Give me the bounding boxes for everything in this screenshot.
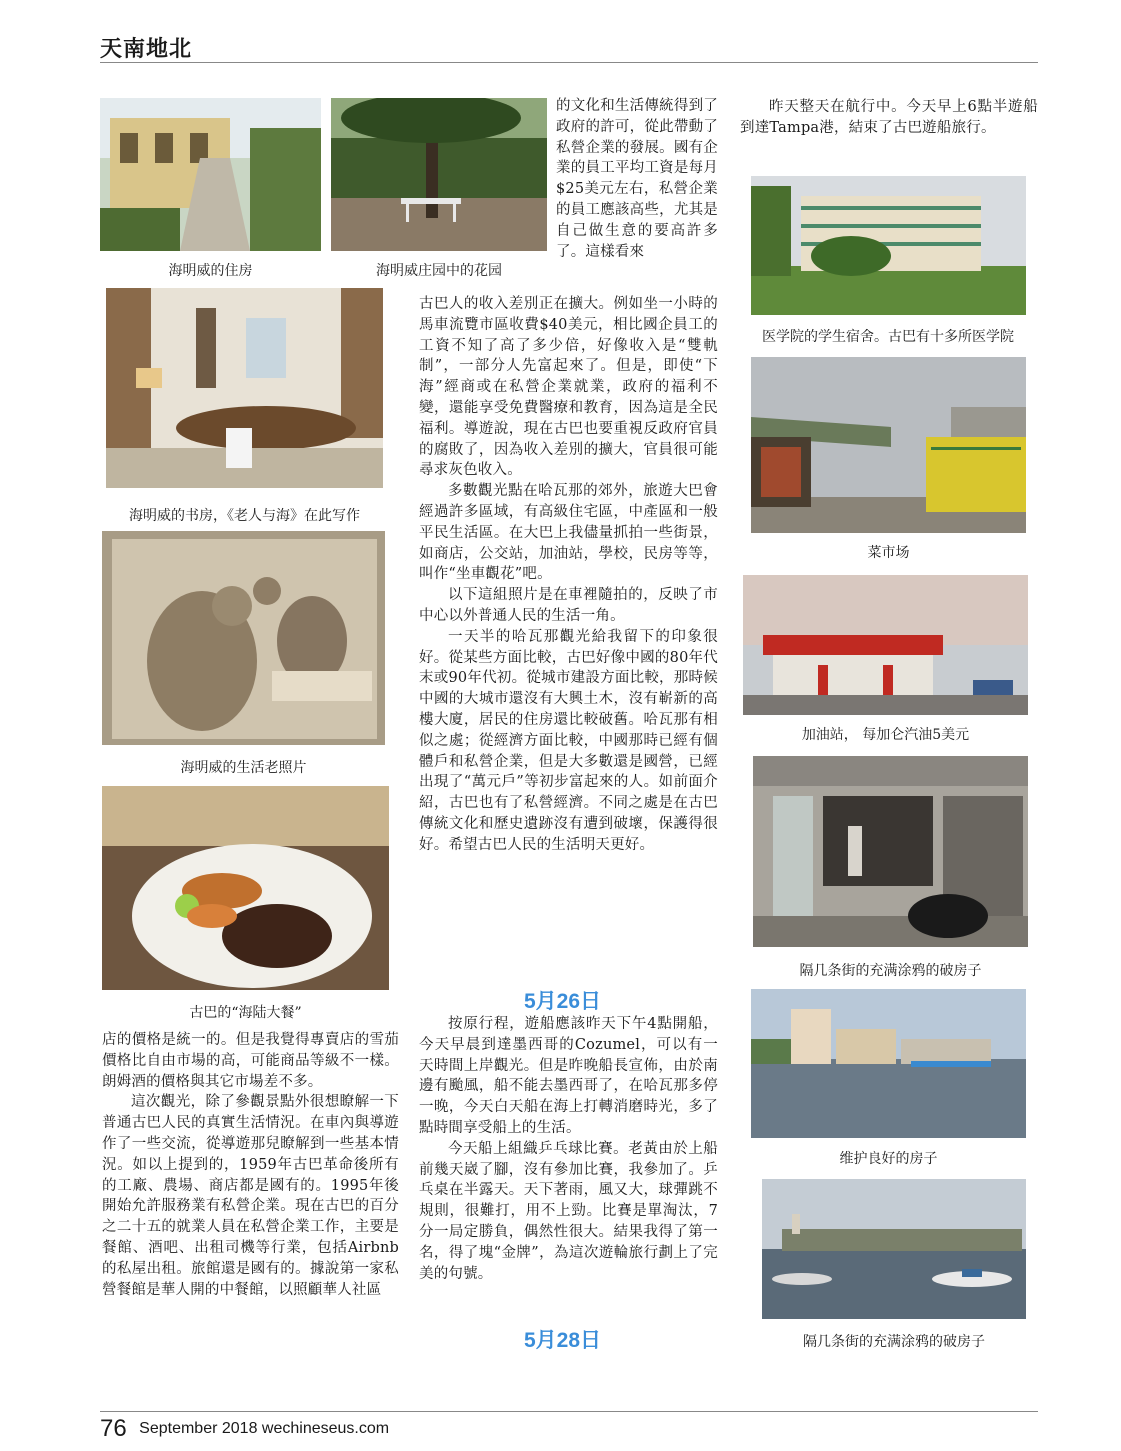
text-column-4-top [740, 97, 1038, 163]
paragraph: 按原行程，遊船應該昨天下午4點開船，今天早晨到達墨西哥的Cozumel，可以有一天時間上岸觀光。但是昨晚船長宣佈，由於南邊有颱風，船不能去墨西哥了，在哈瓦那多停一晚，今天白天船在海上打轉消磨時光，多了點時間享受船上的生活。 [419, 1016, 718, 1136]
caption-hemingway-house: 海明威的住房 [168, 263, 253, 279]
photo-seafood-meal [102, 786, 389, 990]
paragraph: 今天船上組織乒乓球比賽。老黃由於上船前幾天崴了腳，沒有參加比賽，我參加了。乒乓桌在半露天。天下著雨，風又大，球彈跳不規則，很難打，用不上勁。比賽是單淘汰，7分一局定勝負，偶然性很大。結果我得了第一名，得了塊“金牌”，為這次遊輪旅行劃上了完美的句號。 [419, 1140, 718, 1282]
caption-graffiti-house: 隔几条街的充满涂鸦的破房子 [799, 963, 982, 979]
text-column-2-lower [419, 1014, 718, 1320]
paragraph: 的文化和生活傳統得到了政府的許可，從此帶動了私營企業的發展。國有企業的員工平均工資是每月$25美元左右，私營企業的員工應該高些，尤其是自己做生意的要高許多了。這樣看來 [556, 98, 718, 260]
date-heading-may-26: 5月26日 [524, 990, 602, 1013]
paragraph: 以下這組照片是在車裡隨拍的，反映了市中心以外普通人民的生活一角。 [419, 587, 718, 624]
paragraph: 店的價格是統一的。但是我覺得專賣店的雪茄價格比自由市場的高，可能商品等級不一樣。朗姆酒的價格與其它市場差不多。 [102, 1032, 399, 1090]
caption-market: 菜市场 [867, 545, 910, 561]
paragraph: 一天半的哈瓦那觀光給我留下的印象很好。從某些方面比較，古巴好像中國的80年代末或90年代初。從城市建設方面比較，那時候中國的大城市還沒有大興土木，沒有嶄新的高樓大廈，居民的住房還比較破舊。哈瓦那有相似之處；從經濟方面比較，中國那時已經有個體戶和私營企業，但是大多數還是國營，已經出現了“萬元戶”等初步富起來的人。如前面介紹，古巴也有了私營經濟。不同之處是在古巴傳統文化和歷史遺跡沒有遭到破壞，保護得很好。希望古巴人民的生活明天更好。 [419, 628, 718, 853]
paragraph: 古巴人的收入差別正在擴大。例如坐一小時的馬車流覽市區收費$40美元，相比國企員工的工資不知了高了多少倍，好像收入是“雙軌制”，一部分人先富起來了。但是，即使“下海”經商或在私營企業就業，政府的福利不變，還能享受免費醫療和教育，因為這是全民福利。導遊說，現在古巴也要重視反政府官員的腐敗了，因為收入差別的擴大，官員很可能尋求灰色收入。 [419, 296, 718, 479]
photo-hemingway-house [100, 98, 321, 251]
photo-harbor-boats [762, 1179, 1026, 1319]
section-title: 天南地北 [100, 36, 193, 62]
date-heading-may-28: 5月28日 [524, 1329, 602, 1352]
photo-hemingway-garden [331, 98, 547, 251]
caption-hemingway-old-photo: 海明威的生活老照片 [180, 760, 307, 776]
text-column-1-lower [102, 1030, 399, 1360]
issue-info: September 2018 wechineseus.com [139, 1420, 390, 1437]
header-rule [100, 62, 1038, 63]
caption-seafood-meal: 古巴的“海陆大餐” [189, 1005, 302, 1021]
page-footer [100, 1415, 389, 1443]
photo-market [751, 357, 1026, 533]
paragraph: 多數觀光點在哈瓦那的郊外，旅遊大巴會經過許多區域，有高級住宅區，中產區和一般平民生活區。在大巴上我儘量抓拍一些街景，如商店，公交站，加油站，學校，民房等等，叫作“坐車觀花”吧。 [419, 483, 718, 583]
footer-rule [100, 1411, 1038, 1412]
text-column-2 [419, 294, 718, 978]
caption-dormitory: 医学院的学生宿舍。古巴有十多所医学院 [762, 329, 1014, 345]
caption-maintained-houses: 维护良好的房子 [839, 1151, 938, 1167]
photo-hemingway-study [106, 288, 383, 488]
photo-gas-station [743, 575, 1028, 715]
caption-hemingway-garden: 海明威庄园中的花园 [376, 263, 502, 279]
photo-hemingway-old-photo [102, 531, 385, 745]
caption-hemingway-study: 海明威的书房，《老人与海》在此写作 [129, 508, 360, 524]
photo-dormitory [751, 176, 1026, 315]
caption-harbor-boats: 隔几条街的充满涂鸦的破房子 [803, 1334, 985, 1350]
caption-gas-station: 加油站， 每加仑汽油5美元 [801, 727, 970, 743]
paragraph: 昨天整天在航行中。今天早上6點半遊船到達Tampa港，結束了古巴遊船旅行。 [740, 99, 1038, 136]
photo-maintained-houses [751, 989, 1026, 1138]
photo-graffiti-house [753, 756, 1028, 947]
page-number: 76 [100, 1415, 127, 1442]
text-column-3-top [556, 96, 718, 294]
paragraph: 這次觀光，除了參觀景點外很想瞭解一下普通古巴人民的真實生活情況。在車內與導遊作了一些交流，從導遊那兒瞭解到一些基本情況。如以上提到的，1959年古巴革命後所有的工廠、農場、商店都是國有的。1995年後開始允許服務業有私營企業。現在古巴的百分之二十五的就業人員在私營企業工作，主要是餐館、酒吧、出租司機等行業，包括Airbnb的私屋出租。旅館還是國有的。據說第一家私營餐館是華人開的中餐館，以照顧華人社區 [102, 1094, 399, 1298]
